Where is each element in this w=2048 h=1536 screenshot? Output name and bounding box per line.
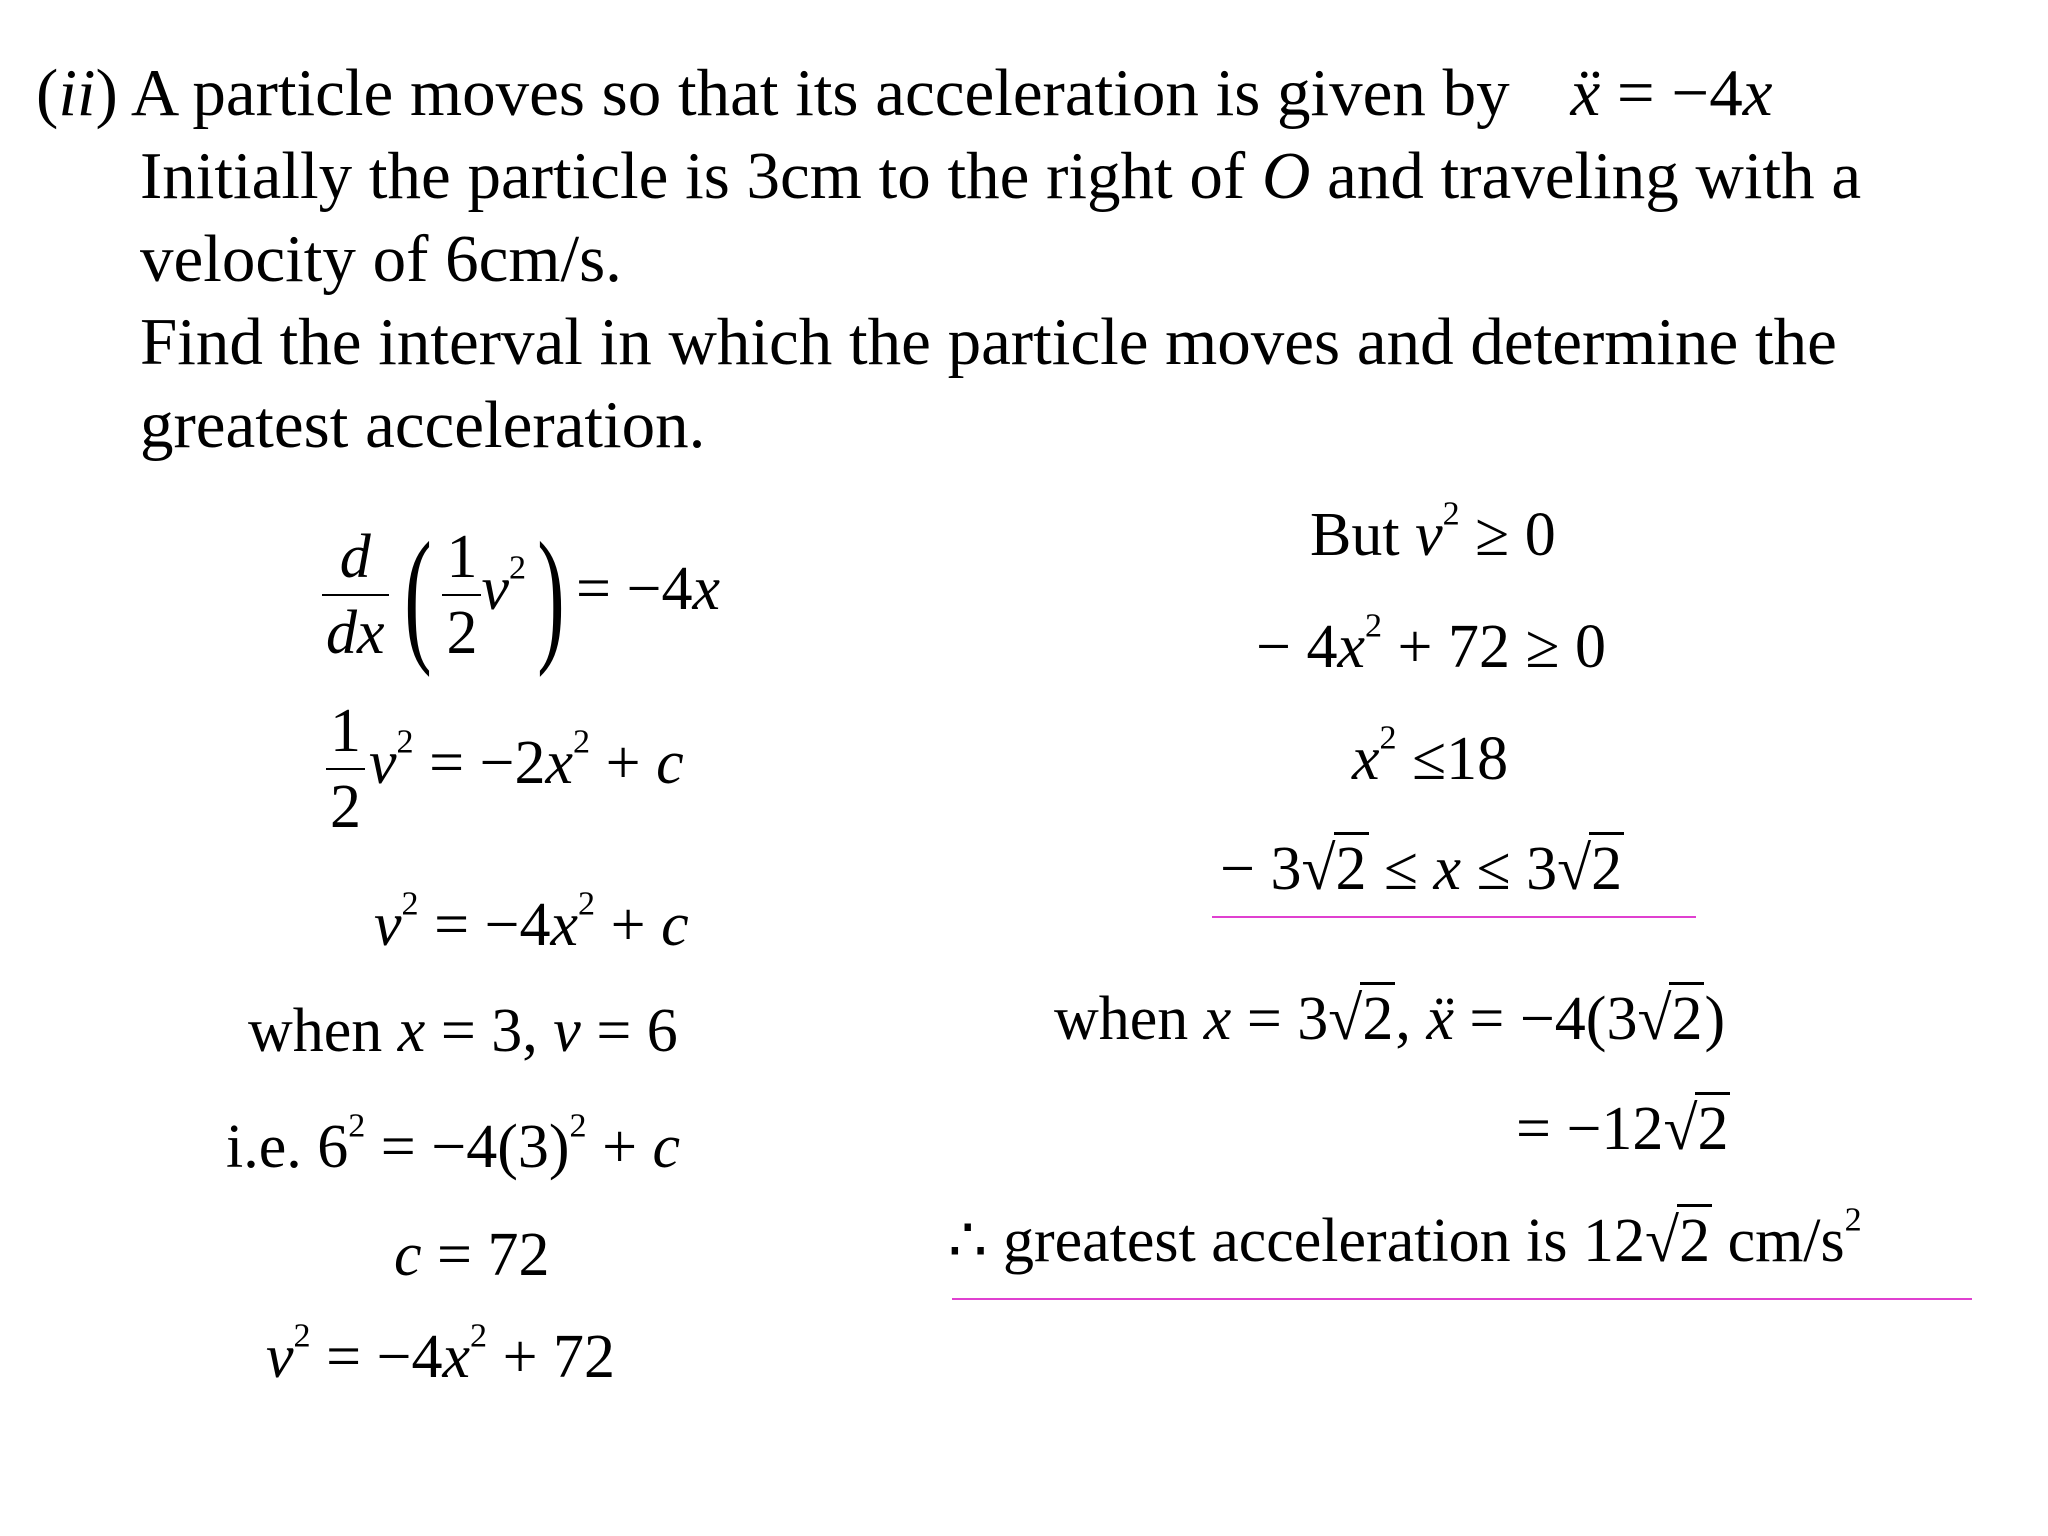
step-interval: − 3√2 ≤ x ≤ 3√2 — [1220, 834, 1624, 904]
problem-line-1: (ii) A particle moves so that its acceleration is given by ẍ = −4x — [36, 56, 1773, 130]
sqrt-symbol: √2 — [1557, 835, 1624, 903]
step-x-squared-bound: $x^2 \le 18$ — [1352, 719, 1509, 793]
conclusion-underline — [952, 1298, 1972, 1300]
problem-line-2: Initially the particle is 3cm to the right of O and traveling with a — [140, 139, 1862, 213]
step-c-value: c = 72 — [394, 1221, 550, 1289]
half-fraction: $\frac{1}{2}$ — [442, 526, 481, 664]
given-equation: ẍ = −4x — [1570, 56, 1773, 130]
step-final-v-squared: $v^2 = -4x^2 + 72$ — [266, 1317, 616, 1391]
step-derivative: $\frac{d}{dx}$ ( $\frac{1}{2}$ $v^2) = -4x$ — [318, 520, 720, 670]
step-initial-conditions: when x = 3, v = 6 — [248, 997, 678, 1065]
therefore-symbol: ∴ — [948, 1207, 988, 1275]
sqrt-symbol: √2 — [1663, 1095, 1730, 1163]
sqrt-symbol: √2 — [1645, 1207, 1712, 1275]
step-inequality: − $4x^2 + 72 \ge 0$ — [1256, 607, 1607, 681]
step-but-v-squared: But $v^2 \ge 0$ — [1310, 495, 1556, 569]
conclusion: ∴ greatest acceleration is 12√2 $cm/s^2$ — [948, 1201, 1862, 1275]
step-substitute: i.e. $6^2 = -4(3)^2 + c$ — [226, 1107, 681, 1181]
sqrt-symbol: √2 — [1301, 835, 1368, 903]
interval-underline — [1212, 916, 1696, 918]
d-dx-fraction: $\frac{d}{dx}$ — [322, 526, 389, 664]
problem-line-5: greatest acceleration. — [140, 388, 706, 462]
half-fraction-2: $\frac{1}{2}$ — [326, 700, 365, 838]
sqrt-symbol: √2 — [1637, 985, 1704, 1053]
step-v-squared: $v^2 = -4x^2 + c$ — [374, 885, 689, 959]
step-max-accel-value: = −12√2 — [1516, 1094, 1730, 1164]
step-integrated: $\frac{1}{2}$ $v^2 = -2x^2 + c$ — [322, 700, 684, 838]
part-label: (ii) — [36, 56, 118, 130]
problem-line-3: velocity of 6cm/s. — [140, 222, 622, 296]
sqrt-symbol: √2 — [1328, 985, 1395, 1053]
problem-line-4: Find the interval in which the particle moves and determine the — [140, 305, 1837, 379]
step-max-x: when x = 3√2, ẍ = −4(3√2) — [1054, 984, 1725, 1054]
problem-statement — [36, 52, 2016, 467]
